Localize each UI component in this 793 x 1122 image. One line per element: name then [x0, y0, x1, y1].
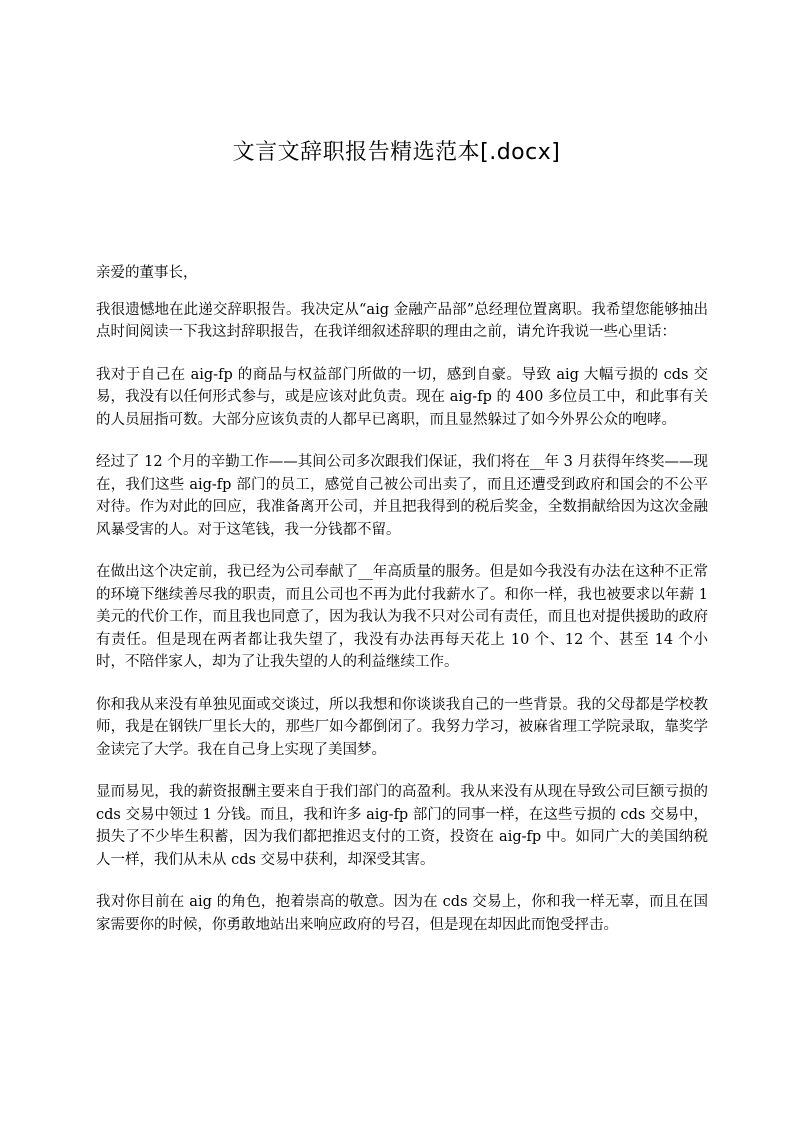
- paragraph-1: 我很遗憾地在此递交辞职报告。我决定从“aig 金融产品部”总经理位置离职。我希望您能够抽出点时间阅读一下我这封辞职报告，在我详细叙述辞职的理由之前，请允许我说一些心里话：: [96, 301, 708, 340]
- paragraph-4: 在做出这个决定前，我已经为公司奉献了__年高质量的服务。但是如今我没有办法在这种不正常的环境下继续善尽我的职责，而且公司也不再为此付我薪水了。和你一样，我也被要求以年薪 1 美元的代价工作，而且我也同意了，因为我认为我不只对公司有责任，而且也对提供援助的政府有责任。但是现在两者都让我失望了，我没有办法再每天花上 10 个、12 个、甚至 14 个小时，不陪伴家人，却为了让我失望的人的利益继续工作。: [96, 564, 708, 670]
- paragraph-7: 我对你目前在 aig 的角色，抱着崇高的敬意。因为在 cds 交易上，你和我一样无辜，而且在国家需要你的时候，你勇敢地站出来响应政府的号召，但是现在却因此而饱受抨击。: [96, 894, 708, 933]
- document-title: 文言文辞职报告精选范本[.docx]: [232, 140, 561, 165]
- paragraph-2: 我对于自己在 aig-fp 的商品与权益部门所做的一切，感到自豪。导致 aig 大幅亏损的 cds 交易，我没有以任何形式参与，或是应该对此负责。现在 aig-fp 的 400 多位员工中，和此事有关的人员屈指可数。大部分应该负责的人都早已离职，而且显然躲过了如今外界公众的咆哮。: [96, 366, 708, 428]
- paragraph-5: 你和我从来没有单独见面或交谈过，所以我想和你谈谈我自己的一些背景。我的父母都是学校教师，我是在钢铁厂里长大的，那些厂如今都倒闭了。我努力学习，被麻省理工学院录取，靠奖学金读完了大学。我在自己身上实现了美国梦。: [96, 696, 708, 758]
- paragraph-3: 经过了 12 个月的辛勤工作——其间公司多次跟我们保证，我们将在__年 3 月获得年终奖——现在，我们这些 aig-fp 部门的员工，感觉自己被公司出卖了，而且还遭受到政府和国会的不公平对待。作为对此的回应，我准备离开公司，并且把我得到的税后奖金，全数捐献给因为这次金融风暴受害的人。对于这笔钱，我一分钱都不留。: [96, 454, 708, 538]
- document-body: [96, 262, 708, 956]
- paragraph-6: 显而易见，我的薪资报酬主要来自于我们部门的高盈利。我从来没有从现在导致公司巨额亏损的 cds 交易中领过 1 分钱。而且，我和许多 aig-fp 部门的同事一样，在这些亏损的 cds 交易中，损失了不少毕生积蓄，因为我们都把推迟支付的工资，投资在 aig-fp 中。如同广大的美国纳税人一样，我们从未从 cds 交易中获利，却深受其害。: [96, 784, 708, 868]
- salutation: 亲爱的董事长，: [96, 265, 198, 281]
